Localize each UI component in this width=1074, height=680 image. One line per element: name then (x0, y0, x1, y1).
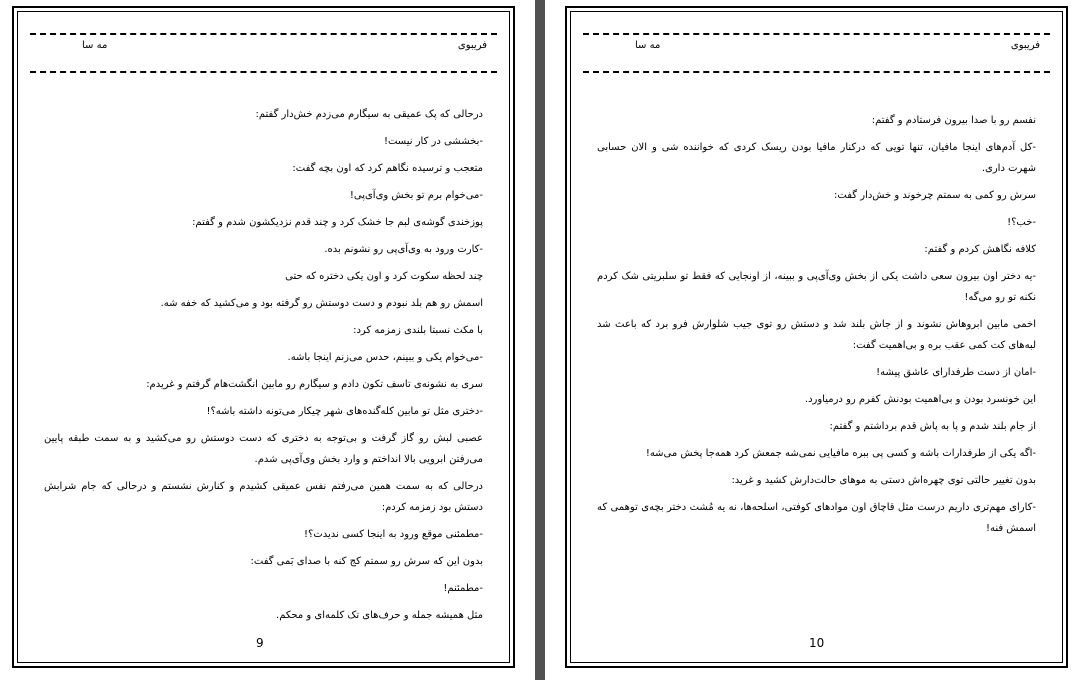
paragraph: -می‌خوام یکی و ببینم، حدس می‌زنم اینجا باشه. (287, 352, 483, 363)
paragraph: بدون تغییر حالتی توی چهره‌اش دستی به موهای حالت‌دارش کشید و غرید: (731, 475, 1036, 486)
paragraph: از جام بلند شدم و پا به پاش قدم برداشتم و گفتم: (829, 421, 1036, 432)
page-header (583, 33, 1050, 73)
page-number: 9 (256, 636, 264, 650)
header-title: فریبوی (457, 40, 487, 51)
paragraph: نفسم رو با صدا بیرون فرستادم و گفتم: (871, 115, 1036, 126)
paragraph: متعجب و ترسیده نگاهم کرد که اون بچه گفت: (292, 163, 483, 174)
paragraph: -دختری مثل تو مابین کله‌گنده‌های شهر چیکار می‌تونه داشته باشه؟! (206, 406, 483, 417)
paragraph: اخمی مابین ابروهاش نشوند و از جاش بلند شد و دستش رو توی جیب شلوارش فرو برد که باعث شد لبه‌های کت کمی عقب بره و بی‌اهمیت گفت: (597, 319, 1036, 351)
paragraph: اسمش رو هم بلد نبودم و دست دوستش رو گرفته بود و می‌کشید که خفه شه. (160, 298, 483, 309)
paragraph: مثل همیشه جمله و حرف‌های تک کلمه‌ای و محکم. (276, 610, 483, 621)
paragraph: کلافه نگاهش کردم و گفتم: (924, 244, 1036, 255)
page-header (30, 33, 497, 73)
paragraph: بدون این که سرش رو سمتم کج کنه با صدای بَمی گفت: (250, 556, 483, 567)
paragraph: سری به نشونه‌ی تاسف تکون دادم و سیگارم رو مابین انگشت‌هام گرفتم و غریدم: (146, 379, 483, 390)
page-gutter (535, 0, 545, 680)
document-page-left (12, 6, 515, 668)
paragraph: -کارت ورود به وی‌آی‌پی رو نشونم بده. (324, 244, 483, 255)
paragraph: عصبی لبش رو گاز گرفت و بی‌توجه به دختری که دست دوستش رو می‌کشید و به سمت طبقه پایین می‌رفتن ابرویی بالا انداختم و وارد بخش وی‌آی‌پی شدم. (44, 433, 483, 465)
paragraph: چند لحظه سکوت کرد و اون یکی دختره که حتی (285, 271, 483, 282)
paragraph: -یه دختر اون بیرون سعی داشت یکی از بخش وی‌آی‌پی و ببینه، از اونجایی که فقط تو سلبریتی شک کردم نکنه تو رو می‌گه! (597, 271, 1036, 303)
paragraph: -مطمئنی موقع ورود به اینجا کسی ندیدت؟! (304, 529, 483, 540)
paragraph: سرش رو کمی به سمتم چرخوند و خش‌دار گفت: (834, 190, 1036, 201)
paragraph: درحالی که پک عمیقی به سیگارم می‌زدم خش‌دار گفتم: (255, 109, 483, 120)
paragraph: -مطمئنم! (443, 583, 483, 594)
document-page-right (565, 6, 1068, 668)
header-title: فریبوی (1010, 40, 1040, 51)
paragraph: درحالی که به سمت همین می‌رفتم نفس عمیقی کشیدم و کنارش نشستم و درحالی که جام شرابش دستش بود زمزمه کردم: (44, 481, 483, 513)
header-author: مه سا (82, 40, 108, 51)
page-body (44, 104, 483, 632)
paragraph: -می‌خوام برم تو بخش وی‌آی‌پی! (349, 190, 483, 201)
paragraph: این خونسرد بودن و بی‌اهمیت بودنش کفرم رو درمیاورد. (804, 394, 1036, 405)
paragraph: -امان از دست طرفدارای عاشق پیشه! (876, 367, 1036, 378)
paragraph: -بخششی در کار نیست! (383, 136, 483, 147)
paragraph: -کارای مهم‌تری داریم درست مثل قاچاق اون موادهای کوفتی، اسلحه‌ها، نه یه مُشت دختر بچه‌ی توهمی که اسمش فنه! (597, 502, 1036, 534)
paragraph: -کل آدم‌های اینجا مافیان، تنها تویی که درکنار مافیا بودن ریسک کردی که خواننده شی و الان حسابی شهرت داری. (597, 142, 1036, 174)
paragraph: پوزخندی گوشه‌ی لبم جا خشک کرد و چند قدم نزدیکشون شدم و گفتم: (192, 217, 483, 228)
page-body (597, 110, 1036, 545)
paragraph: -اگه یکی از طرفدارات باشه و کسی پی ببره مافیایی نمی‌شه جمعش کرد همه‌جا پخش می‌شه! (645, 448, 1036, 459)
page-number: 10 (809, 636, 825, 650)
paragraph: -خب؟! (1007, 217, 1036, 228)
paragraph: با مکث نسبتا بلندی زمزمه کرد: (353, 325, 483, 336)
header-author: مه سا (635, 40, 661, 51)
